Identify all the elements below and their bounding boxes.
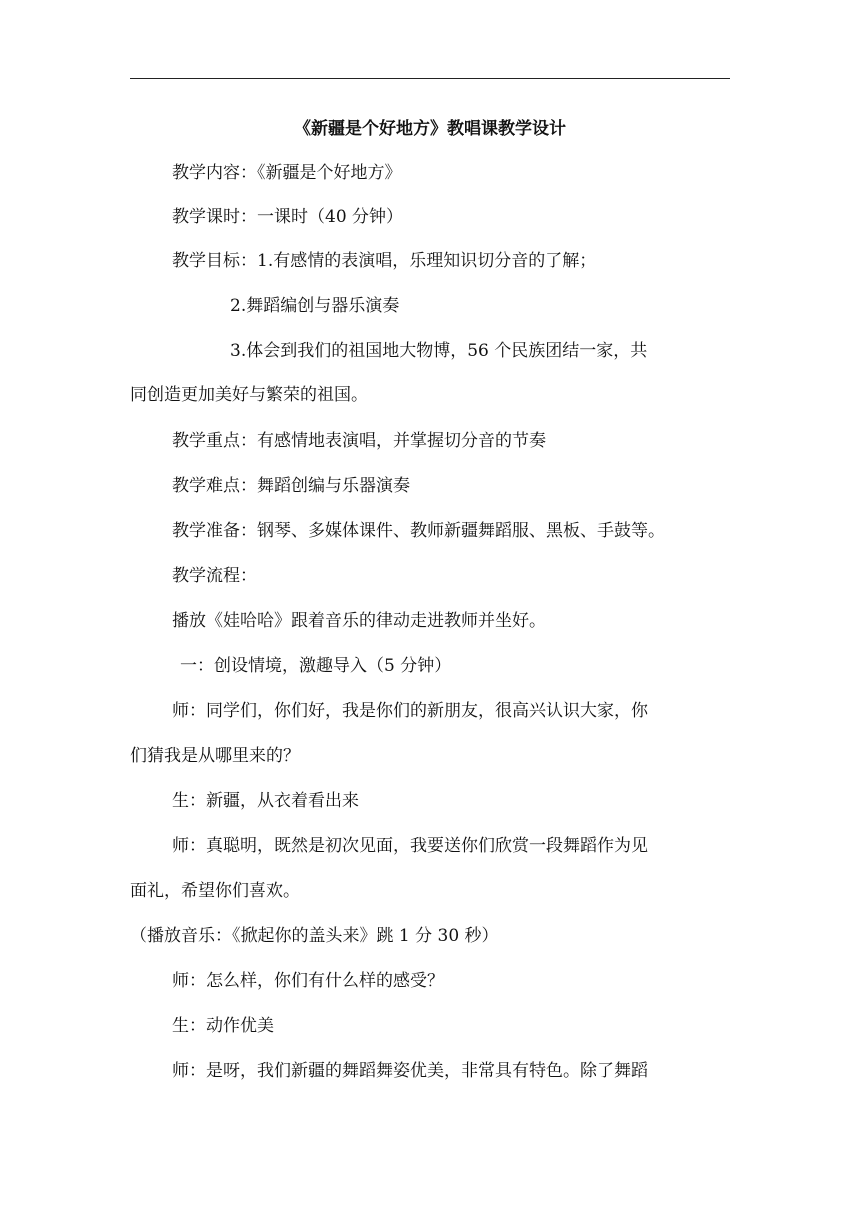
header-rule — [130, 78, 730, 79]
line-goal-2: 2.舞蹈编创与器乐演奏 — [230, 296, 400, 316]
line-teacher-2-cont: 面礼，希望你们喜欢。 — [130, 881, 300, 901]
line-teacher-1-cont: 们猜我是从哪里来的？ — [130, 746, 300, 766]
line-process-heading: 教学流程： — [172, 566, 257, 586]
line-teacher-4: 师：是呀，我们新疆的舞蹈舞姿优美，非常具有特色。除了舞蹈 — [172, 1061, 648, 1081]
line-preparation: 教学准备：钢琴、多媒体课件、教师新疆舞蹈服、黑板、手鼓等。 — [172, 521, 665, 541]
line-teaching-content: 教学内容：《新疆是个好地方》 — [172, 163, 402, 183]
line-student-2: 生：动作优美 — [172, 1016, 274, 1036]
line-teacher-1: 师：同学们，你们好，我是你们的新朋友，很高兴认识大家，你 — [172, 701, 648, 721]
line-play-music: 播放《娃哈哈》跟着音乐的律动走进教师并坐好。 — [172, 611, 546, 631]
line-class-hours: 教学课时：一课时（40 分钟） — [172, 207, 404, 227]
line-goal-3: 3.体会到我们的祖国地大物博，56 个民族团结一家，共 — [230, 341, 648, 361]
line-goal-1: 教学目标：1.有感情的表演唱，乐理知识切分音的了解； — [172, 251, 597, 271]
line-teacher-3: 师：怎么样，你们有什么样的感受？ — [172, 971, 444, 991]
line-goal-3-cont: 同创造更加美好与繁荣的祖国。 — [130, 385, 368, 405]
line-difficulties: 教学难点：舞蹈创编与乐器演奏 — [172, 476, 410, 496]
line-music-note: （播放音乐：《掀起你的盖头来》跳 1 分 30 秒） — [130, 926, 499, 946]
document-title: 《新疆是个好地方》教唱课教学设计 — [294, 119, 566, 139]
line-student-1: 生：新疆，从衣着看出来 — [172, 791, 359, 811]
line-key-points: 教学重点：有感情地表演唱，并掌握切分音的节奏 — [172, 431, 546, 451]
line-section-one: 一：创设情境，激趣导入（5 分钟） — [180, 656, 452, 676]
line-teacher-2: 师：真聪明，既然是初次见面，我要送你们欣赏一段舞蹈作为见 — [172, 836, 648, 856]
